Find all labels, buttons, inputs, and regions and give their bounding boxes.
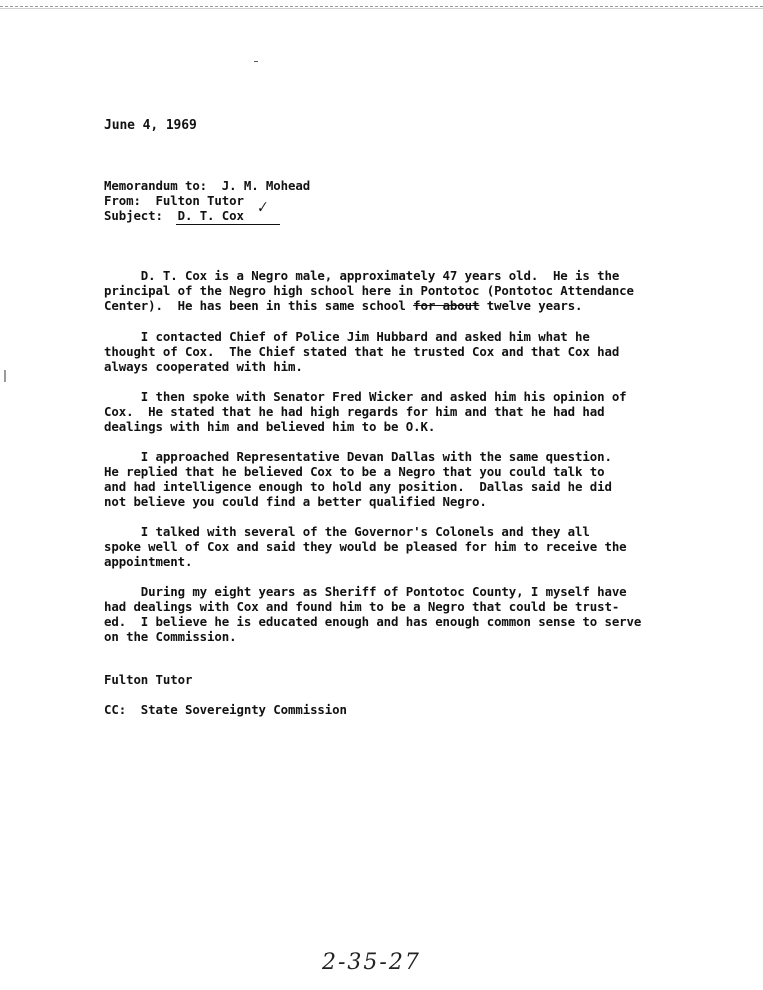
body-line	[104, 298, 582, 313]
memo-from-line: From: Fulton Tutor	[104, 193, 244, 208]
memo-date: June 4, 1969	[104, 118, 197, 133]
body-line-tail: twelve years.	[479, 298, 583, 313]
body-line: Cox. He stated that he had high regards for him and that he had had	[104, 404, 605, 419]
memo-subject-line	[104, 208, 244, 223]
body-line: always cooperated with him.	[104, 359, 303, 374]
body-line: principal of the Negro high school here in Pontotoc (Pontotoc Attendance	[104, 283, 634, 298]
body-line: dealings with him and believed him to be O.K.	[104, 419, 436, 434]
body-line: thought of Cox. The Chief stated that he trusted Cox and that Cox had	[104, 344, 620, 359]
signature: Fulton Tutor	[104, 672, 193, 687]
body-line: I approached Representative Devan Dallas with the same question.	[104, 449, 612, 464]
body-line: During my eight years as Sheriff of Pontotoc County, I myself have	[104, 584, 627, 599]
cc-line: CC: State Sovereignty Commission	[104, 702, 347, 717]
body-line: on the Commission.	[104, 629, 237, 644]
initials-mark: ✓	[254, 198, 270, 218]
body-line: spoke well of Cox and said they would be pleased for him to receive the	[104, 539, 627, 554]
body-line-text: Center). He has been in this same school	[104, 298, 414, 313]
page-top-border	[0, 8, 763, 9]
body-line: and had intelligence enough to hold any position. Dallas said he did	[104, 479, 612, 494]
body-line: ed. I believe he is educated enough and has enough common sense to serve	[104, 614, 642, 629]
body-line: I then spoke with Senator Fred Wicker and asked him his opinion of	[104, 389, 627, 404]
body-line: not believe you could find a better qualified Negro.	[104, 494, 487, 509]
subject-value: D. T. Cox	[177, 208, 244, 223]
body-line: I contacted Chief of Police Jim Hubbard and asked him what he	[104, 329, 590, 344]
subject-label: Subject:	[104, 208, 178, 223]
scan-speck	[4, 370, 6, 382]
body-line: had dealings with Cox and found him to be a Negro that could be trust-	[104, 599, 620, 614]
scan-speck	[254, 61, 258, 62]
handwritten-file-number: 2-35-27	[322, 950, 421, 975]
subject-underline	[176, 224, 280, 225]
body-line: D. T. Cox is a Negro male, approximately 47 years old. He is the	[104, 268, 620, 283]
body-line: I talked with several of the Governor's Colonels and they all	[104, 524, 590, 539]
body-line: He replied that he believed Cox to be a Negro that you could talk to	[104, 464, 605, 479]
memo-to-line: Memorandum to: J. M. Mohead	[104, 178, 311, 193]
page-top-edge	[0, 0, 763, 7]
struck-text: for about	[413, 298, 480, 313]
body-line: appointment.	[104, 554, 193, 569]
